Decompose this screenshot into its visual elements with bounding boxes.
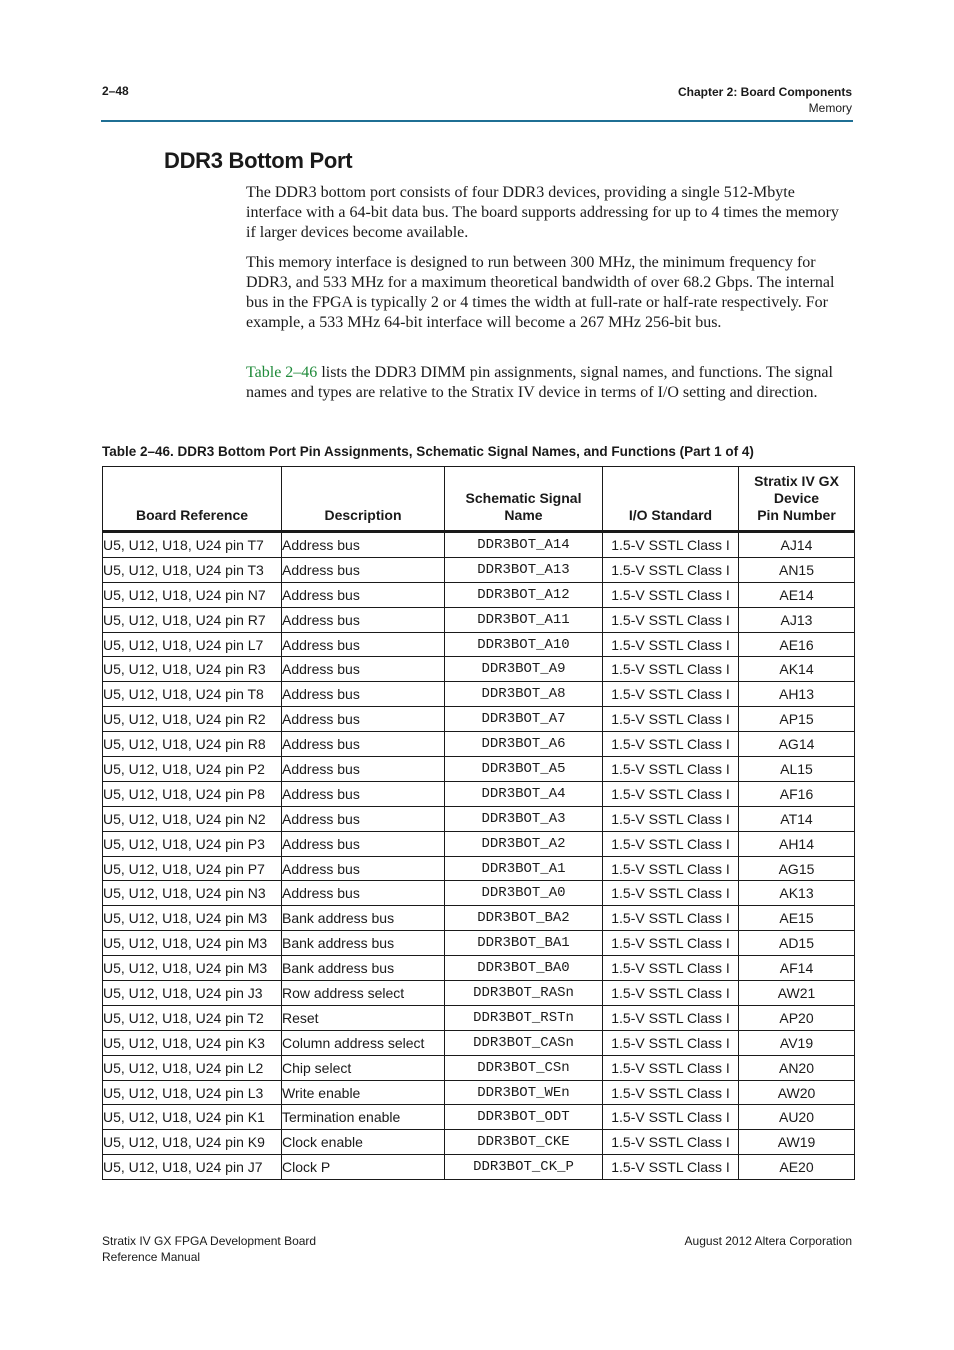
table-row xyxy=(103,532,855,558)
cell-io-standard: 1.5-V SSTL Class I xyxy=(603,831,739,856)
cell-description: Address bus xyxy=(282,657,445,682)
cell-board-reference: U5, U12, U18, U24 pin N3 xyxy=(103,881,282,906)
column-header-io-standard: I/O Standard xyxy=(603,467,739,532)
cell-board-reference: U5, U12, U18, U24 pin T7 xyxy=(103,532,282,558)
cell-io-standard: 1.5-V SSTL Class I xyxy=(603,781,739,806)
cell-pin-number: AV19 xyxy=(739,1030,855,1055)
table-row xyxy=(103,981,855,1006)
cell-io-standard: 1.5-V SSTL Class I xyxy=(603,1130,739,1155)
cell-description: Address bus xyxy=(282,682,445,707)
cell-io-standard: 1.5-V SSTL Class I xyxy=(603,806,739,831)
cell-board-reference: U5, U12, U18, U24 pin N7 xyxy=(103,582,282,607)
cell-io-standard: 1.5-V SSTL Class I xyxy=(603,1055,739,1080)
cell-io-standard: 1.5-V SSTL Class I xyxy=(603,582,739,607)
cell-pin-number: AH14 xyxy=(739,831,855,856)
cell-description: Address bus xyxy=(282,757,445,782)
cell-signal-name: DDR3BOT_CSn xyxy=(445,1055,603,1080)
cell-signal-name: DDR3BOT_ODT xyxy=(445,1105,603,1130)
table-row xyxy=(103,1030,855,1055)
cell-pin-number: AH13 xyxy=(739,682,855,707)
footer-date-company: August 2012 Altera Corporation xyxy=(684,1234,852,1248)
cell-signal-name: DDR3BOT_BA1 xyxy=(445,931,603,956)
cell-board-reference: U5, U12, U18, U24 pin T3 xyxy=(103,557,282,582)
cell-signal-name: DDR3BOT_BA2 xyxy=(445,906,603,931)
table-row xyxy=(103,831,855,856)
footer-document-title xyxy=(102,1233,316,1265)
cell-io-standard: 1.5-V SSTL Class I xyxy=(603,1105,739,1130)
cell-board-reference: U5, U12, U18, U24 pin J3 xyxy=(103,981,282,1006)
cell-board-reference: U5, U12, U18, U24 pin M3 xyxy=(103,906,282,931)
cell-signal-name: DDR3BOT_A13 xyxy=(445,557,603,582)
table-row xyxy=(103,931,855,956)
cell-signal-name: DDR3BOT_A11 xyxy=(445,607,603,632)
cell-pin-number: AE20 xyxy=(739,1155,855,1180)
cell-pin-number: AF16 xyxy=(739,781,855,806)
table-row xyxy=(103,657,855,682)
footer-title-line-2: Reference Manual xyxy=(102,1250,201,1264)
cell-signal-name: DDR3BOT_CK_P xyxy=(445,1155,603,1180)
table-cross-reference-link[interactable]: Table 2–46 xyxy=(246,364,318,381)
cell-io-standard: 1.5-V SSTL Class I xyxy=(603,707,739,732)
table-row xyxy=(103,1080,855,1105)
cell-pin-number: AN15 xyxy=(739,557,855,582)
cell-io-standard: 1.5-V SSTL Class I xyxy=(603,931,739,956)
cell-io-standard: 1.5-V SSTL Class I xyxy=(603,682,739,707)
cell-signal-name: DDR3BOT_A8 xyxy=(445,682,603,707)
cell-signal-name: DDR3BOT_A6 xyxy=(445,732,603,757)
cell-board-reference: U5, U12, U18, U24 pin K3 xyxy=(103,1030,282,1055)
cell-signal-name: DDR3BOT_A7 xyxy=(445,707,603,732)
cell-pin-number: AG14 xyxy=(739,732,855,757)
table-row xyxy=(103,607,855,632)
cell-io-standard: 1.5-V SSTL Class I xyxy=(603,557,739,582)
cell-board-reference: U5, U12, U18, U24 pin K9 xyxy=(103,1130,282,1155)
paragraph-3-text: lists the DDR3 DIMM pin assignments, signal names, and functions. The signal names and types are relative to the Stratix IV device in terms of I/O setting and direction. xyxy=(246,364,833,401)
cell-board-reference: U5, U12, U18, U24 pin R2 xyxy=(103,707,282,732)
cell-io-standard: 1.5-V SSTL Class I xyxy=(603,607,739,632)
cell-signal-name: DDR3BOT_A3 xyxy=(445,806,603,831)
cell-pin-number: AK14 xyxy=(739,657,855,682)
cell-io-standard: 1.5-V SSTL Class I xyxy=(603,632,739,657)
column-header-board-reference: Board Reference xyxy=(103,467,282,532)
cell-board-reference: U5, U12, U18, U24 pin R7 xyxy=(103,607,282,632)
cell-io-standard: 1.5-V SSTL Class I xyxy=(603,956,739,981)
cell-io-standard: 1.5-V SSTL Class I xyxy=(603,906,739,931)
cell-pin-number: AK13 xyxy=(739,881,855,906)
cell-description: Address bus xyxy=(282,707,445,732)
cell-description: Row address select xyxy=(282,981,445,1006)
cell-description: Address bus xyxy=(282,856,445,881)
cell-signal-name: DDR3BOT_A12 xyxy=(445,582,603,607)
cell-board-reference: U5, U12, U18, U24 pin R3 xyxy=(103,657,282,682)
table-row xyxy=(103,1130,855,1155)
table-row xyxy=(103,707,855,732)
table-row xyxy=(103,806,855,831)
table-row xyxy=(103,781,855,806)
cell-pin-number: AL15 xyxy=(739,757,855,782)
cell-pin-number: AJ14 xyxy=(739,532,855,558)
pin-assignment-table xyxy=(102,466,855,1180)
cell-pin-number: AJ13 xyxy=(739,607,855,632)
cell-description: Clock enable xyxy=(282,1130,445,1155)
cell-io-standard: 1.5-V SSTL Class I xyxy=(603,1030,739,1055)
cell-pin-number: AP20 xyxy=(739,1005,855,1030)
header-rule xyxy=(101,120,853,122)
table-row xyxy=(103,682,855,707)
cell-board-reference: U5, U12, U18, U24 pin P2 xyxy=(103,757,282,782)
cell-description: Write enable xyxy=(282,1080,445,1105)
cell-description: Clock P xyxy=(282,1155,445,1180)
cell-board-reference: U5, U12, U18, U24 pin R8 xyxy=(103,732,282,757)
cell-signal-name: DDR3BOT_A1 xyxy=(445,856,603,881)
cell-signal-name: DDR3BOT_A9 xyxy=(445,657,603,682)
cell-signal-name: DDR3BOT_A4 xyxy=(445,781,603,806)
table-row xyxy=(103,1055,855,1080)
cell-io-standard: 1.5-V SSTL Class I xyxy=(603,981,739,1006)
cell-board-reference: U5, U12, U18, U24 pin L7 xyxy=(103,632,282,657)
cell-pin-number: AN20 xyxy=(739,1055,855,1080)
column-header-description: Description xyxy=(282,467,445,532)
running-header xyxy=(678,84,852,116)
cell-signal-name: DDR3BOT_RSTn xyxy=(445,1005,603,1030)
cell-description: Column address select xyxy=(282,1030,445,1055)
cell-board-reference: U5, U12, U18, U24 pin T8 xyxy=(103,682,282,707)
table-row xyxy=(103,582,855,607)
footer-title-line-1: Stratix IV GX FPGA Development Board xyxy=(102,1234,317,1248)
paragraph-1: The DDR3 bottom port consists of four DDR3 devices, providing a single 512-Mbyte interface with a 64-bit data bus. The board supports addressing for up to 4 times the memory if larger devices become available. xyxy=(246,184,839,241)
table-row xyxy=(103,1155,855,1180)
table-row xyxy=(103,956,855,981)
cell-signal-name: DDR3BOT_BA0 xyxy=(445,956,603,981)
cell-description: Address bus xyxy=(282,881,445,906)
cell-io-standard: 1.5-V SSTL Class I xyxy=(603,532,739,558)
table-row xyxy=(103,906,855,931)
table-header-row xyxy=(103,467,855,532)
cell-description: Address bus xyxy=(282,557,445,582)
cell-signal-name: DDR3BOT_A0 xyxy=(445,881,603,906)
cell-io-standard: 1.5-V SSTL Class I xyxy=(603,1155,739,1180)
chapter-title: Chapter 2: Board Components xyxy=(677,85,852,99)
cell-board-reference: U5, U12, U18, U24 pin N2 xyxy=(103,806,282,831)
cell-signal-name: DDR3BOT_A14 xyxy=(445,532,603,558)
cell-description: Bank address bus xyxy=(282,906,445,931)
cell-pin-number: AE15 xyxy=(739,906,855,931)
cell-description: Address bus xyxy=(282,582,445,607)
cell-board-reference: U5, U12, U18, U24 pin M3 xyxy=(103,956,282,981)
cell-description: Address bus xyxy=(282,732,445,757)
paragraph-2: This memory interface is designed to run between 300 MHz, the minimum frequency for DDR3, and 533 MHz for a maximum theoretical bandwidth of over 68.2 Gbps. The internal bus in the FPGA is typically 2 or 4 times the width at full-rate or half-rate respectively. For example, a 533 MHz 64-bit interface will become a 267 MHz 256-bit bus. xyxy=(246,254,835,331)
cell-pin-number: AE16 xyxy=(739,632,855,657)
cell-signal-name: DDR3BOT_CASn xyxy=(445,1030,603,1055)
cell-io-standard: 1.5-V SSTL Class I xyxy=(603,757,739,782)
cell-io-standard: 1.5-V SSTL Class I xyxy=(603,881,739,906)
table-row xyxy=(103,632,855,657)
cell-io-standard: 1.5-V SSTL Class I xyxy=(603,657,739,682)
cell-signal-name: DDR3BOT_RASn xyxy=(445,981,603,1006)
cell-board-reference: U5, U12, U18, U24 pin K1 xyxy=(103,1105,282,1130)
table-caption: Table 2–46. DDR3 Bottom Port Pin Assignments, Schematic Signal Names, and Functions (Part 1 of 4) xyxy=(102,444,754,459)
cell-pin-number: AT14 xyxy=(739,806,855,831)
cell-description: Address bus xyxy=(282,632,445,657)
cell-io-standard: 1.5-V SSTL Class I xyxy=(603,732,739,757)
cell-description: Termination enable xyxy=(282,1105,445,1130)
table-row xyxy=(103,757,855,782)
cell-pin-number: AW21 xyxy=(739,981,855,1006)
cell-pin-number: AF14 xyxy=(739,956,855,981)
cell-description: Chip select xyxy=(282,1055,445,1080)
cell-signal-name: DDR3BOT_A10 xyxy=(445,632,603,657)
cell-description: Address bus xyxy=(282,532,445,558)
cell-io-standard: 1.5-V SSTL Class I xyxy=(603,856,739,881)
cell-description: Address bus xyxy=(282,781,445,806)
cell-board-reference: U5, U12, U18, U24 pin P7 xyxy=(103,856,282,881)
cell-board-reference: U5, U12, U18, U24 pin T2 xyxy=(103,1005,282,1030)
cell-description: Bank address bus xyxy=(282,956,445,981)
section-name: Memory xyxy=(808,101,852,115)
cell-description: Reset xyxy=(282,1005,445,1030)
cell-pin-number: AW19 xyxy=(739,1130,855,1155)
cell-board-reference: U5, U12, U18, U24 pin J7 xyxy=(103,1155,282,1180)
cell-board-reference: U5, U12, U18, U24 pin P8 xyxy=(103,781,282,806)
column-header-pin-number: Stratix IV GX Device Pin Number xyxy=(739,467,855,532)
cell-pin-number: AW20 xyxy=(739,1080,855,1105)
cell-pin-number: AD15 xyxy=(739,931,855,956)
column-header-signal-name: Schematic Signal Name xyxy=(445,467,603,532)
cell-description: Address bus xyxy=(282,607,445,632)
cell-board-reference: U5, U12, U18, U24 pin L2 xyxy=(103,1055,282,1080)
cell-pin-number: AU20 xyxy=(739,1105,855,1130)
table-row xyxy=(103,732,855,757)
cell-description: Bank address bus xyxy=(282,931,445,956)
cell-signal-name: DDR3BOT_A2 xyxy=(445,831,603,856)
table-row xyxy=(103,1105,855,1130)
page-number: 2–48 xyxy=(102,84,129,98)
table-row xyxy=(103,856,855,881)
cell-board-reference: U5, U12, U18, U24 pin M3 xyxy=(103,931,282,956)
table-row xyxy=(103,1005,855,1030)
table-row xyxy=(103,881,855,906)
cell-io-standard: 1.5-V SSTL Class I xyxy=(603,1005,739,1030)
cell-description: Address bus xyxy=(282,806,445,831)
paragraph-3 xyxy=(246,363,852,403)
cell-description: Address bus xyxy=(282,831,445,856)
cell-pin-number: AE14 xyxy=(739,582,855,607)
cell-signal-name: DDR3BOT_CKE xyxy=(445,1130,603,1155)
cell-board-reference: U5, U12, U18, U24 pin L3 xyxy=(103,1080,282,1105)
cell-signal-name: DDR3BOT_WEn xyxy=(445,1080,603,1105)
cell-io-standard: 1.5-V SSTL Class I xyxy=(603,1080,739,1105)
cell-signal-name: DDR3BOT_A5 xyxy=(445,757,603,782)
table-row xyxy=(103,557,855,582)
cell-pin-number: AG15 xyxy=(739,856,855,881)
section-title: DDR3 Bottom Port xyxy=(164,148,353,173)
cell-pin-number: AP15 xyxy=(739,707,855,732)
cell-board-reference: U5, U12, U18, U24 pin P3 xyxy=(103,831,282,856)
